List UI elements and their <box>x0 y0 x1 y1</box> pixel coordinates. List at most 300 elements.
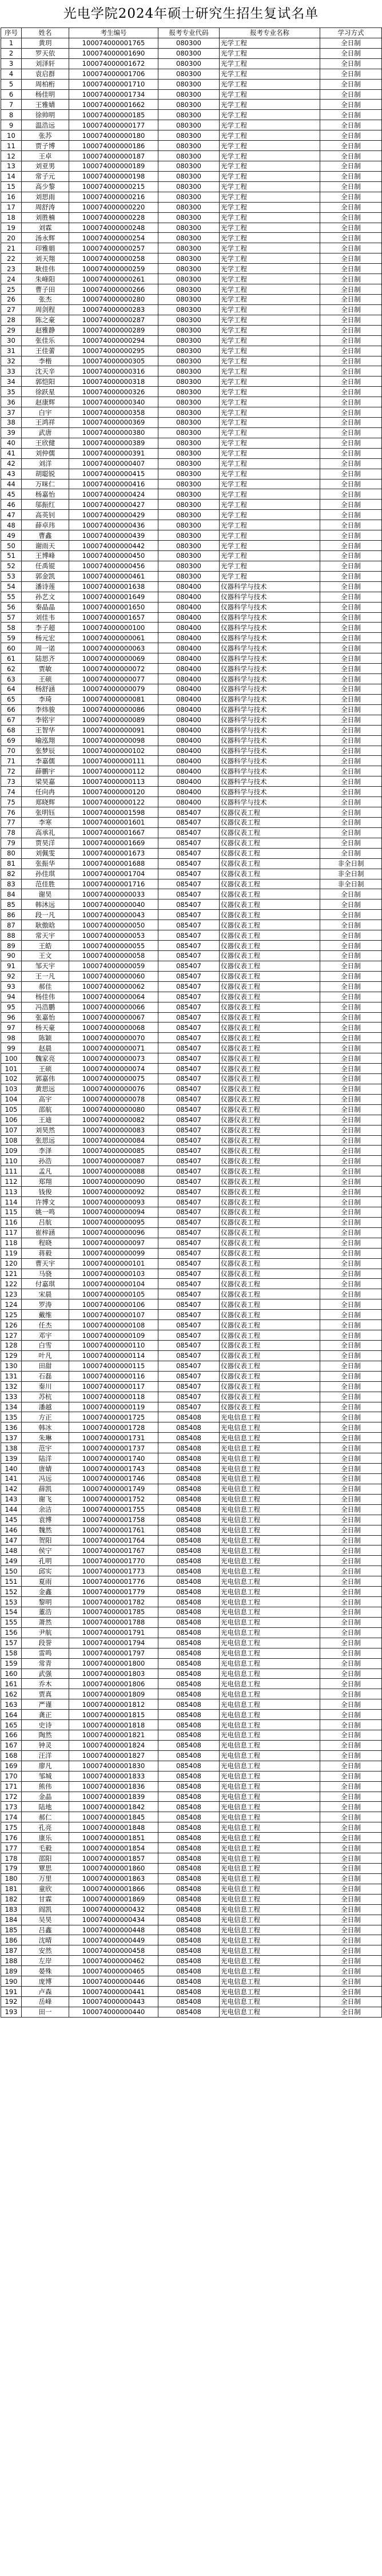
exam-id-cell: 100074000001752 <box>69 1494 158 1504</box>
name-cell: 陈之豪 <box>22 315 69 325</box>
name-cell: 邹城 <box>22 1771 69 1781</box>
name-cell: 蒋毅 <box>22 1248 69 1258</box>
name-cell: 吕鑫 <box>22 1925 69 1935</box>
major-name-cell: 仪器仪表工程 <box>220 1033 320 1043</box>
name-cell: 徐帅明 <box>22 110 69 120</box>
study-mode-cell: 全日制 <box>320 110 382 120</box>
seq-cell: 42 <box>1 458 22 469</box>
exam-id-cell: 100074000001782 <box>69 1597 158 1607</box>
seq-cell: 34 <box>1 377 22 387</box>
name-cell: 陆洋 <box>22 1453 69 1464</box>
seq-cell: 185 <box>1 1925 22 1935</box>
major-name-cell: 仪器仪表工程 <box>220 838 320 848</box>
table-row <box>1 704 382 715</box>
major-name-cell: 仪器科学与技术 <box>220 643 320 653</box>
seq-cell: 41 <box>1 448 22 458</box>
seq-cell: 48 <box>1 520 22 530</box>
exam-id-cell: 100074000000067 <box>69 1012 158 1023</box>
table-row <box>1 448 382 458</box>
study-mode-cell: 全日制 <box>320 284 382 295</box>
major-name-cell: 仪器仪表工程 <box>220 971 320 981</box>
exam-id-cell: 100074000000050 <box>69 920 158 930</box>
name-cell: 董浩 <box>22 1607 69 1617</box>
major-code-cell: 080400 <box>158 694 220 704</box>
exam-id-cell: 100074000000066 <box>69 1002 158 1012</box>
major-code-cell: 080300 <box>158 387 220 397</box>
name-cell: 魏家亮 <box>22 1053 69 1064</box>
major-name-cell: 仪器仪表工程 <box>220 889 320 899</box>
seq-cell: 16 <box>1 192 22 202</box>
exam-id-cell: 100074000000369 <box>69 418 158 428</box>
name-cell: 罗天依 <box>22 48 69 58</box>
major-name-cell: 光学工程 <box>220 541 320 551</box>
table-row <box>1 1258 382 1269</box>
major-name-cell: 光电信息工程 <box>220 1515 320 1525</box>
major-name-cell: 仪器仪表工程 <box>220 981 320 992</box>
major-code-cell: 085408 <box>158 1453 220 1464</box>
name-cell: 孟凡 <box>22 1166 69 1176</box>
major-name-cell: 光学工程 <box>220 284 320 295</box>
exam-id-cell: 100074000000095 <box>69 1217 158 1227</box>
major-code-cell: 085408 <box>158 1710 220 1720</box>
major-name-cell: 光学工程 <box>220 161 320 171</box>
table-row <box>1 315 382 325</box>
major-code-cell: 080400 <box>158 674 220 684</box>
exam-id-cell: 100074000000060 <box>69 971 158 981</box>
major-code-cell: 080300 <box>158 510 220 520</box>
table-row <box>1 130 382 141</box>
study-mode-cell: 全日制 <box>320 48 382 58</box>
name-cell: 付嘉琪 <box>22 1279 69 1289</box>
major-code-cell: 080400 <box>158 602 220 612</box>
seq-cell: 11 <box>1 141 22 151</box>
table-row <box>1 1525 382 1535</box>
exam-id-cell: 100074000001842 <box>69 1802 158 1812</box>
study-mode-cell: 全日制 <box>320 1002 382 1012</box>
exam-id-cell: 100074000001851 <box>69 1833 158 1843</box>
major-code-cell: 085407 <box>158 1341 220 1351</box>
major-code-cell: 085407 <box>158 930 220 941</box>
exam-id-cell: 100074000000069 <box>69 653 158 664</box>
study-mode-cell: 全日制 <box>320 623 382 633</box>
major-code-cell: 085408 <box>158 1792 220 1802</box>
name-cell: 张嘉怡 <box>22 1012 69 1023</box>
major-name-cell: 光电信息工程 <box>220 1669 320 1679</box>
exam-id-cell: 100074000000099 <box>69 1248 158 1258</box>
seq-cell: 168 <box>1 1750 22 1761</box>
name-cell: 陶然 <box>22 1730 69 1741</box>
study-mode-cell: 全日制 <box>320 1094 382 1104</box>
major-code-cell: 085408 <box>158 1566 220 1576</box>
major-name-cell: 光学工程 <box>220 458 320 469</box>
table-row <box>1 1658 382 1669</box>
major-name-cell: 光学工程 <box>220 48 320 58</box>
major-name-cell: 光电信息工程 <box>220 1987 320 1997</box>
study-mode-cell: 全日制 <box>320 448 382 458</box>
seq-cell: 15 <box>1 181 22 192</box>
exam-id-cell: 100074000001710 <box>69 79 158 89</box>
table-row <box>1 69 382 79</box>
major-name-cell: 仪器仪表工程 <box>220 1104 320 1115</box>
seq-cell: 102 <box>1 1074 22 1084</box>
seq-cell: 160 <box>1 1669 22 1679</box>
major-code-cell: 080300 <box>158 243 220 253</box>
exam-id-cell: 100074000000068 <box>69 1023 158 1033</box>
name-cell: 张苏 <box>22 130 69 141</box>
study-mode-cell: 全日制 <box>320 1587 382 1597</box>
seq-cell: 152 <box>1 1587 22 1597</box>
study-mode-cell: 全日制 <box>320 1330 382 1341</box>
major-name-cell: 仪器仪表工程 <box>220 869 320 879</box>
name-cell: 白雪 <box>22 1341 69 1351</box>
study-mode-cell: 全日制 <box>320 1350 382 1361</box>
name-cell: 王鸿祥 <box>22 418 69 428</box>
major-code-cell: 080300 <box>158 48 220 58</box>
table-row <box>1 1648 382 1658</box>
major-name-cell: 仪器科学与技术 <box>220 684 320 695</box>
table-row <box>1 612 382 623</box>
seq-cell: 94 <box>1 992 22 1002</box>
table-row <box>1 879 382 889</box>
major-name-cell: 仪器科学与技术 <box>220 787 320 797</box>
seq-cell: 92 <box>1 971 22 981</box>
major-code-cell: 080400 <box>158 612 220 623</box>
study-mode-cell: 全日制 <box>320 1074 382 1084</box>
name-cell: 任向冉 <box>22 787 69 797</box>
name-cell: 王智华 <box>22 725 69 735</box>
major-code-cell: 085408 <box>158 1648 220 1658</box>
exam-id-cell: 100074000001824 <box>69 1740 158 1750</box>
name-cell: 李寒 <box>22 817 69 827</box>
name-cell: 薛凯 <box>22 1484 69 1494</box>
table-row <box>1 899 382 910</box>
seq-cell: 20 <box>1 233 22 243</box>
table-row <box>1 1750 382 1761</box>
major-name-cell: 光电信息工程 <box>220 1504 320 1515</box>
major-code-cell: 085407 <box>158 1207 220 1218</box>
exam-id-cell: 100074000000259 <box>69 264 158 274</box>
seq-cell: 114 <box>1 1197 22 1207</box>
major-name-cell: 光电信息工程 <box>220 1884 320 1894</box>
major-code-cell: 080400 <box>158 623 220 633</box>
study-mode-cell: 全日制 <box>320 1299 382 1310</box>
major-name-cell: 仪器仪表工程 <box>220 879 320 889</box>
name-cell: 杨舒涵 <box>22 684 69 695</box>
table-row <box>1 284 382 295</box>
major-code-cell: 085408 <box>158 1617 220 1627</box>
exam-id-cell: 100074000000189 <box>69 161 158 171</box>
seq-cell: 2 <box>1 48 22 58</box>
major-code-cell: 080300 <box>158 130 220 141</box>
study-mode-cell: 全日制 <box>320 827 382 838</box>
exam-id-cell: 100074000000084 <box>69 1135 158 1146</box>
table-row <box>1 233 382 243</box>
exam-id-cell: 100074000001662 <box>69 100 158 110</box>
name-cell: 钱俊 <box>22 1187 69 1197</box>
seq-cell: 70 <box>1 746 22 756</box>
seq-cell: 12 <box>1 151 22 161</box>
study-mode-cell: 全日制 <box>320 181 382 192</box>
study-mode-cell: 全日制 <box>320 438 382 448</box>
major-code-cell: 085408 <box>158 1966 220 1976</box>
exam-id-cell: 100074000001650 <box>69 602 158 612</box>
study-mode-cell: 全日制 <box>320 581 382 592</box>
exam-id-cell: 100074000000316 <box>69 366 158 377</box>
major-name-cell: 光电信息工程 <box>220 2007 320 2017</box>
major-code-cell: 080300 <box>158 469 220 479</box>
name-cell: 温浩远 <box>22 120 69 130</box>
exam-id-cell: 100074000001791 <box>69 1627 158 1638</box>
major-name-cell: 仪器科学与技术 <box>220 623 320 633</box>
study-mode-cell: 全日制 <box>320 233 382 243</box>
major-name-cell: 仪器科学与技术 <box>220 602 320 612</box>
major-code-cell: 085407 <box>158 1033 220 1043</box>
header-exam-id: 考生编号 <box>69 28 158 38</box>
major-code-cell: 085407 <box>158 807 220 818</box>
seq-cell: 9 <box>1 120 22 130</box>
major-code-cell: 085407 <box>158 1289 220 1299</box>
seq-cell: 191 <box>1 1987 22 1997</box>
name-cell: 李炜骏 <box>22 704 69 715</box>
name-cell: 任禹锟 <box>22 561 69 571</box>
exam-id-cell: 100074000000449 <box>69 1935 158 1945</box>
study-mode-cell: 全日制 <box>320 1484 382 1494</box>
name-cell: 汤永辉 <box>22 233 69 243</box>
major-name-cell: 仪器仪表工程 <box>220 1053 320 1064</box>
exam-id-cell: 100074000000326 <box>69 387 158 397</box>
exam-id-cell: 100074000000091 <box>69 725 158 735</box>
table-row <box>1 1638 382 1648</box>
seq-cell: 72 <box>1 766 22 776</box>
study-mode-cell: 全日制 <box>320 243 382 253</box>
major-name-cell: 光电信息工程 <box>220 1453 320 1464</box>
name-cell: 汪洋 <box>22 1750 69 1761</box>
major-code-cell: 085407 <box>158 1043 220 1053</box>
major-name-cell: 光学工程 <box>220 38 320 48</box>
name-cell: 沈天辛 <box>22 366 69 377</box>
table-row <box>1 1269 382 1279</box>
name-cell: 阎凯 <box>22 1904 69 1915</box>
name-cell: 郑晓辉 <box>22 797 69 807</box>
name-cell: 梁昊嘉 <box>22 776 69 787</box>
name-cell: 左岸 <box>22 1956 69 1966</box>
study-mode-cell: 全日制 <box>320 1894 382 1904</box>
major-name-cell: 仪器仪表工程 <box>220 1197 320 1207</box>
seq-cell: 52 <box>1 561 22 571</box>
seq-cell: 21 <box>1 243 22 253</box>
major-name-cell: 仪器仪表工程 <box>220 858 320 869</box>
table-row <box>1 1730 382 1741</box>
study-mode-cell: 全日制 <box>320 1740 382 1750</box>
seq-cell: 164 <box>1 1710 22 1720</box>
exam-id-cell: 100074000001704 <box>69 869 158 879</box>
major-code-cell: 080300 <box>158 366 220 377</box>
seq-cell: 22 <box>1 253 22 264</box>
table-row <box>1 869 382 879</box>
exam-id-cell: 100074000001815 <box>69 1710 158 1720</box>
seq-cell: 96 <box>1 1012 22 1023</box>
major-name-cell: 仪器仪表工程 <box>220 1361 320 1371</box>
major-code-cell: 085408 <box>158 1822 220 1833</box>
major-name-cell: 光电信息工程 <box>220 1535 320 1545</box>
table-row <box>1 992 382 1002</box>
major-code-cell: 085408 <box>158 1781 220 1792</box>
seq-cell: 17 <box>1 202 22 212</box>
name-cell: 杨佳明 <box>22 89 69 100</box>
seq-cell: 186 <box>1 1935 22 1945</box>
table-row <box>1 335 382 346</box>
table-row <box>1 500 382 510</box>
major-code-cell: 085408 <box>158 1730 220 1741</box>
study-mode-cell: 全日制 <box>320 1669 382 1679</box>
exam-id-cell: 100074000001866 <box>69 1884 158 1894</box>
exam-id-cell: 100074000001706 <box>69 69 158 79</box>
table-row <box>1 1094 382 1104</box>
major-name-cell: 光电信息工程 <box>220 1822 320 1833</box>
major-name-cell: 仪器仪表工程 <box>220 1012 320 1023</box>
name-cell: 谢飞 <box>22 1494 69 1504</box>
major-name-cell: 光电信息工程 <box>220 1812 320 1822</box>
major-name-cell: 仪器科学与技术 <box>220 704 320 715</box>
exam-id-cell: 100074000000287 <box>69 315 158 325</box>
major-name-cell: 仪器仪表工程 <box>220 1392 320 1402</box>
table-row <box>1 1125 382 1135</box>
name-cell: 史诗 <box>22 1720 69 1730</box>
major-name-cell: 仪器仪表工程 <box>220 1350 320 1361</box>
table-row <box>1 48 382 58</box>
seq-cell: 43 <box>1 469 22 479</box>
exam-id-cell: 100074000000043 <box>69 910 158 920</box>
major-name-cell: 仪器仪表工程 <box>220 1084 320 1094</box>
name-cell: 覃思 <box>22 1864 69 1874</box>
name-cell: 孔亮 <box>22 1822 69 1833</box>
study-mode-cell: 全日制 <box>320 910 382 920</box>
table-row <box>1 1679 382 1689</box>
major-name-cell: 仪器科学与技术 <box>220 756 320 766</box>
exam-id-cell: 100074000000097 <box>69 1238 158 1248</box>
major-code-cell: 080300 <box>158 479 220 489</box>
name-cell: 武强 <box>22 1669 69 1679</box>
major-code-cell: 085407 <box>158 1310 220 1320</box>
name-cell: 李琦 <box>22 694 69 704</box>
seq-cell: 145 <box>1 1515 22 1525</box>
exam-id-cell: 100074000001827 <box>69 1750 158 1761</box>
study-mode-cell: 全日制 <box>320 38 382 48</box>
name-cell: 黄玥 <box>22 38 69 48</box>
table-row <box>1 1238 382 1248</box>
exam-id-cell: 100074000000280 <box>69 294 158 304</box>
table-row <box>1 1997 382 2007</box>
study-mode-cell: 全日制 <box>320 1279 382 1289</box>
major-name-cell: 光电信息工程 <box>220 1853 320 1864</box>
major-name-cell: 光电信息工程 <box>220 1802 320 1812</box>
study-mode-cell: 全日制 <box>320 1258 382 1269</box>
header-seq: 序号 <box>1 28 22 38</box>
exam-id-cell: 100074000001758 <box>69 1515 158 1525</box>
name-cell: 刘佩雯 <box>22 848 69 858</box>
major-code-cell: 080400 <box>158 766 220 776</box>
study-mode-cell: 全日制 <box>320 961 382 971</box>
name-cell: 白宇 <box>22 407 69 418</box>
study-mode-cell: 全日制 <box>320 1392 382 1402</box>
table-row <box>1 1320 382 1330</box>
name-cell: 张明钰 <box>22 807 69 818</box>
table-row <box>1 1535 382 1545</box>
name-cell: 喻泓翔 <box>22 735 69 746</box>
major-code-cell: 080400 <box>158 581 220 592</box>
exam-id-cell: 100074000001860 <box>69 1864 158 1874</box>
exam-id-cell: 100074000001818 <box>69 1720 158 1730</box>
major-code-cell: 080300 <box>158 274 220 284</box>
major-code-cell: 085407 <box>158 1258 220 1269</box>
major-name-cell: 光电信息工程 <box>220 1494 320 1504</box>
name-cell: 王雅婧 <box>22 100 69 110</box>
study-mode-cell: 全日制 <box>320 1771 382 1781</box>
exam-id-cell: 100074000000070 <box>69 1033 158 1043</box>
major-name-cell: 光电信息工程 <box>220 1658 320 1669</box>
seq-cell: 116 <box>1 1217 22 1227</box>
seq-cell: 100 <box>1 1053 22 1064</box>
exam-id-cell: 100074000000078 <box>69 1094 158 1104</box>
major-code-cell: 085408 <box>158 1525 220 1535</box>
seq-cell: 79 <box>1 838 22 848</box>
table-row <box>1 274 382 284</box>
major-name-cell: 光学工程 <box>220 274 320 284</box>
table-row <box>1 1956 382 1966</box>
major-code-cell: 085408 <box>158 1494 220 1504</box>
table-row <box>1 787 382 797</box>
seq-cell: 66 <box>1 704 22 715</box>
study-mode-cell: 全日制 <box>320 1269 382 1279</box>
study-mode-cell: 全日制 <box>320 130 382 141</box>
major-code-cell: 080300 <box>158 38 220 48</box>
major-name-cell: 光电信息工程 <box>220 1771 320 1781</box>
study-mode-cell: 全日制 <box>320 1146 382 1156</box>
exam-id-cell: 100074000000122 <box>69 797 158 807</box>
study-mode-cell: 全日制 <box>320 817 382 827</box>
exam-id-cell: 100074000000118 <box>69 1392 158 1402</box>
exam-id-cell: 100074000000076 <box>69 1084 158 1094</box>
major-name-cell: 光学工程 <box>220 264 320 274</box>
table-row <box>1 120 382 130</box>
study-mode-cell: 全日制 <box>320 161 382 171</box>
major-name-cell: 光电信息工程 <box>220 1843 320 1853</box>
table-row <box>1 858 382 869</box>
seq-cell: 28 <box>1 315 22 325</box>
study-mode-cell: 全日制 <box>320 500 382 510</box>
study-mode-cell: 全日制 <box>320 1535 382 1545</box>
table-row <box>1 715 382 725</box>
seq-cell: 63 <box>1 674 22 684</box>
study-mode-cell: 全日制 <box>320 1730 382 1741</box>
name-cell: 尹航 <box>22 1627 69 1638</box>
name-cell: 秦川 <box>22 1381 69 1392</box>
seq-cell: 128 <box>1 1341 22 1351</box>
major-name-cell: 光电信息工程 <box>220 1412 320 1422</box>
exam-id-cell: 100074000000187 <box>69 151 158 161</box>
study-mode-cell: 全日制 <box>320 1987 382 1997</box>
major-code-cell: 085407 <box>158 1084 220 1094</box>
major-name-cell: 光电信息工程 <box>220 1699 320 1710</box>
study-mode-cell: 全日制 <box>320 899 382 910</box>
major-code-cell: 085407 <box>158 858 220 869</box>
major-name-cell: 光电信息工程 <box>220 1915 320 1925</box>
major-code-cell: 085408 <box>158 1658 220 1669</box>
table-row <box>1 920 382 930</box>
name-cell: 田一 <box>22 2007 69 2017</box>
study-mode-cell: 全日制 <box>320 1545 382 1556</box>
major-code-cell: 080400 <box>158 746 220 756</box>
